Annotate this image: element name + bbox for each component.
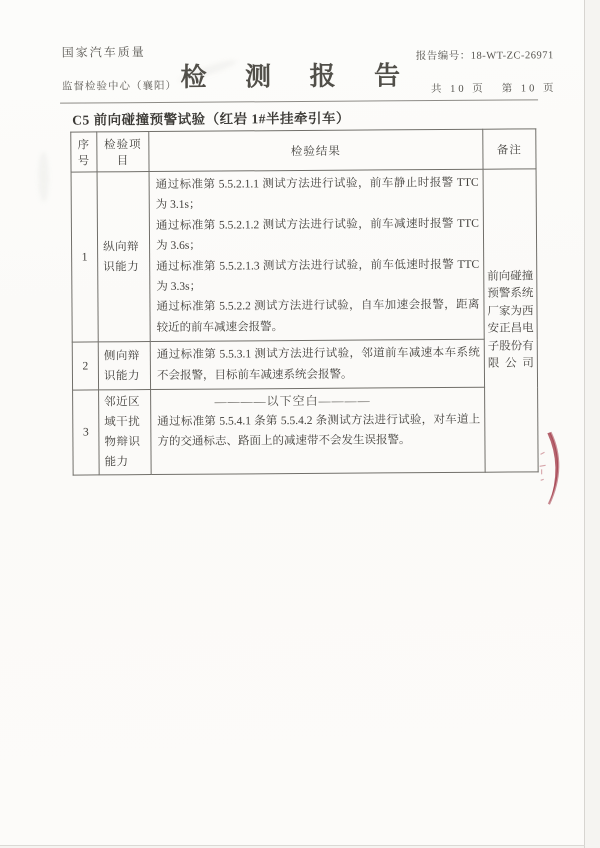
report-number-value: 18-WT-ZC-26971: [470, 50, 554, 62]
column-header-item: 检验项目: [97, 132, 149, 172]
table-row: [72, 339, 537, 390]
table-row: [71, 169, 537, 342]
blank-below-note: ————以下空白————: [214, 393, 371, 409]
organization-name-line1: 国家汽车质量: [61, 45, 146, 60]
result-line: 通过标准第 5.5.2.1.3 测试方法进行试验，前车低速时报警 TTC 为 3.3s；: [156, 258, 480, 294]
result-line: 通过标准第 5.5.3.1 测试方法进行试验，邻道前车减速本车系统不会报警，目标前车减速系统会报警。: [156, 346, 480, 382]
result-line: 通过标准第 5.5.2.1.2 测试方法进行试验，前车减速时报警 TTC 为 3.6s；: [155, 217, 479, 253]
remark-cell: 前向碰撞预警系统厂家为西安正昌电子股份有限公司: [483, 169, 538, 472]
document-title: 检 测 报 告: [180, 61, 417, 92]
row3-item: 邻近区域干扰物辩识能力: [99, 390, 152, 475]
test-section-title: C5 前向碰撞预警试验（红岩 1#半挂牵引车）: [72, 110, 350, 128]
row2-seq: 2: [72, 342, 98, 390]
report-number: [416, 47, 554, 63]
row1-seq: 1: [71, 172, 98, 342]
result-line: 通过标准第 5.5.2.1.1 测试方法进行试验，前车静止时报警 TTC 为 3.1s；: [155, 176, 479, 212]
page-count: [431, 80, 557, 96]
organization-name-line2: 监督检验中心（襄阳）: [61, 80, 177, 93]
inspection-results-table: [70, 128, 538, 475]
report-number-label: 报告编号：: [415, 50, 471, 63]
result-line: 通过标准第 5.5.4.1 条第 5.5.4.2 条测试方法进行试验，对车道上方的交通标志、路面上的减速带不会发生误报警。: [157, 413, 481, 449]
result-line: 通过标准第 5.5.2.2 测试方法进行试验，自车加速会报警，距离较近的前车减速会报警。: [156, 299, 480, 334]
row1-item: 纵向辩识能力: [97, 172, 150, 343]
column-header-remark: 备注: [483, 129, 536, 169]
pages-total: 共 10 页: [430, 83, 486, 96]
row3-seq: 3: [73, 390, 100, 475]
paper-edge: [0, 845, 585, 846]
row2-item: 侧向辩识能力: [98, 342, 150, 390]
paper-edge: [584, 0, 585, 848]
column-header-seq: 序号: [71, 132, 97, 172]
scan-artifact: [38, 152, 48, 202]
column-header-result: 检验结果: [149, 129, 483, 171]
row2-result: [150, 339, 484, 389]
header-divider: [60, 99, 538, 103]
row1-result: [149, 169, 484, 342]
page-current: 第 10 页: [501, 83, 557, 95]
red-seal-stamp-icon: [536, 428, 571, 508]
